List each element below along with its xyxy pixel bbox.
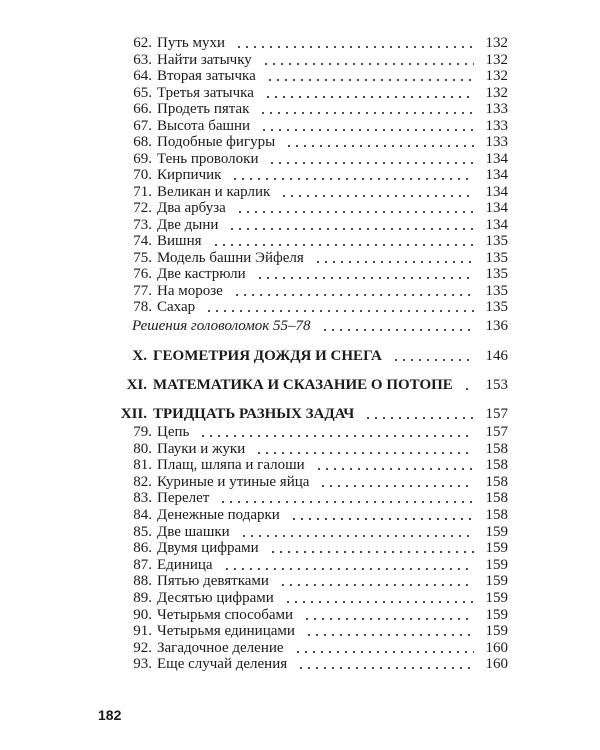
entry-title: Вишня	[157, 233, 202, 249]
entry-title: Высота башни	[157, 117, 251, 134]
entry-page: 132	[485, 35, 508, 51]
entry-number: 82.	[133, 473, 152, 490]
entry-page: 132	[485, 84, 508, 101]
entry-page: 135	[485, 282, 508, 299]
entry-number: 93.	[133, 656, 152, 673]
entry-number: 81.	[133, 457, 152, 474]
chapter-title: МАТЕМАТИКА И СКАЗАНИЕ О ПОТОПЕ	[153, 377, 453, 393]
entry-number: 86.	[133, 540, 152, 557]
entry-page: 158	[485, 440, 508, 457]
entry-title: Еще случай деления	[157, 656, 288, 673]
entry-page: 134	[485, 150, 508, 167]
entry-page: 158	[485, 457, 508, 474]
entry-title: Две кастрюли	[157, 266, 246, 282]
toc-entry	[132, 653, 508, 673]
chapter-entry	[102, 403, 508, 423]
entry-page: 135	[485, 249, 508, 266]
entry-number: 67.	[133, 117, 152, 134]
entry-page: 133	[485, 117, 508, 134]
dot-leader	[321, 329, 474, 331]
dot-leader	[297, 667, 474, 669]
entry-page: 159	[485, 606, 508, 623]
entry-title: Найти затычку	[157, 51, 252, 68]
entry-number: 76.	[133, 266, 152, 282]
entry-page: 159	[485, 540, 508, 557]
entry-title: Плащ, шляпа и галоши	[157, 457, 305, 474]
entry-title: Денежные подарки	[157, 507, 280, 523]
dot-leader	[364, 417, 474, 419]
entry-number: 69.	[133, 150, 152, 167]
entry-title: Кирпичик	[157, 167, 222, 183]
entry-number: 89.	[133, 590, 152, 606]
entry-number: 78.	[133, 299, 152, 315]
chapter-entry	[102, 345, 508, 365]
entry-title: Великан и карлик	[157, 183, 271, 200]
entry-page: 134	[485, 183, 508, 200]
entry-number: 66.	[133, 101, 152, 117]
entry-page: 132	[485, 68, 508, 84]
entry-page: 132	[485, 51, 508, 68]
entry-number: 75.	[133, 249, 152, 266]
entry-page: 158	[485, 507, 508, 523]
entry-title: Подобные фигуры	[157, 134, 276, 150]
entry-page: 135	[485, 299, 508, 315]
solutions-page: 136	[485, 318, 508, 334]
entry-title: Десятью цифрами	[157, 590, 274, 606]
entry-number: 74.	[133, 233, 152, 249]
entry-number: 71.	[133, 183, 152, 200]
entry-page: 134	[485, 167, 508, 183]
entry-number: 79.	[133, 424, 152, 440]
entry-number: 73.	[133, 216, 152, 233]
entry-title: Четырьмя способами	[157, 606, 294, 623]
dot-leader	[205, 310, 474, 312]
entry-page: 159	[485, 623, 508, 640]
entry-title: Пауки и жуки	[157, 440, 246, 457]
entry-number: 91.	[133, 623, 152, 640]
page-number: 182	[98, 707, 122, 723]
entry-number: 83.	[133, 490, 152, 507]
entry-title: Тень проволоки	[157, 150, 259, 167]
entry-title: Две дыни	[157, 216, 219, 233]
entry-number: 85.	[133, 523, 152, 540]
entry-title: Куриные и утиные яйца	[157, 473, 310, 490]
entry-page: 135	[485, 233, 508, 249]
entry-number: 77.	[133, 282, 152, 299]
entry-page: 158	[485, 490, 508, 507]
chapter-number: XI.	[126, 377, 147, 393]
toc-entry	[132, 296, 508, 316]
entry-title: Два арбуза	[157, 200, 226, 216]
entry-number: 68.	[133, 134, 152, 150]
entry-number: 65.	[133, 84, 152, 101]
entry-page: 159	[485, 523, 508, 540]
entry-page: 133	[485, 101, 508, 117]
entry-title: Двумя цифрами	[157, 540, 259, 557]
solutions-title: Решения головоломок 55–78	[132, 318, 311, 334]
chapter-title: ГЕОМЕТРИЯ ДОЖДЯ И СНЕГА	[153, 348, 382, 364]
entry-number: 92.	[133, 639, 152, 656]
entry-page: 134	[485, 216, 508, 233]
chapter-title: ТРИДЦАТЬ РАЗНЫХ ЗАДАЧ	[153, 406, 355, 422]
chapter-page: 153	[485, 377, 508, 393]
entry-page: 160	[485, 656, 508, 673]
entry-page: 159	[485, 590, 508, 606]
dot-leader	[463, 388, 474, 390]
entry-title: Вторая затычка	[157, 68, 256, 84]
entry-number: 62.	[133, 35, 152, 51]
entry-title: На морозе	[157, 282, 223, 299]
entry-number: 70.	[133, 167, 152, 183]
entry-title: Четырьмя единицами	[157, 623, 295, 640]
chapter-page: 157	[485, 406, 508, 422]
entry-page: 159	[485, 556, 508, 573]
entry-page: 135	[485, 266, 508, 282]
entry-title: Перелет	[157, 490, 210, 507]
entry-number: 63.	[133, 51, 152, 68]
entry-page: 158	[485, 473, 508, 490]
solutions-entry	[132, 315, 508, 335]
entry-page: 133	[485, 134, 508, 150]
chapter-page: 146	[485, 348, 508, 364]
entry-title: Путь мухи	[157, 35, 225, 51]
entry-page: 159	[485, 573, 508, 590]
chapter-number: XII.	[120, 406, 147, 422]
entry-page: 157	[485, 424, 508, 440]
entry-title: Модель башни Эйфеля	[157, 249, 304, 266]
entry-title: Загадочное деление	[157, 639, 284, 656]
entry-number: 72.	[133, 200, 152, 216]
entry-title: Две шашки	[157, 523, 230, 540]
chapter-entry	[102, 374, 508, 394]
entry-title: Цепь	[157, 424, 190, 440]
entry-title: Единица	[157, 556, 213, 573]
entry-number: 88.	[133, 573, 152, 590]
entry-page: 134	[485, 200, 508, 216]
entry-number: 87.	[133, 556, 152, 573]
entry-number: 84.	[133, 507, 152, 523]
entry-title: Сахар	[157, 299, 196, 315]
dot-leader	[392, 359, 474, 361]
entry-number: 64.	[133, 68, 152, 84]
entry-number: 90.	[133, 606, 152, 623]
entry-number: 80.	[133, 440, 152, 457]
entry-title: Пятью девятками	[157, 573, 269, 590]
entry-title: Продеть пятак	[157, 101, 250, 117]
chapter-number: X.	[132, 348, 147, 364]
entry-page: 160	[485, 639, 508, 656]
entry-title: Третья затычка	[157, 84, 254, 101]
